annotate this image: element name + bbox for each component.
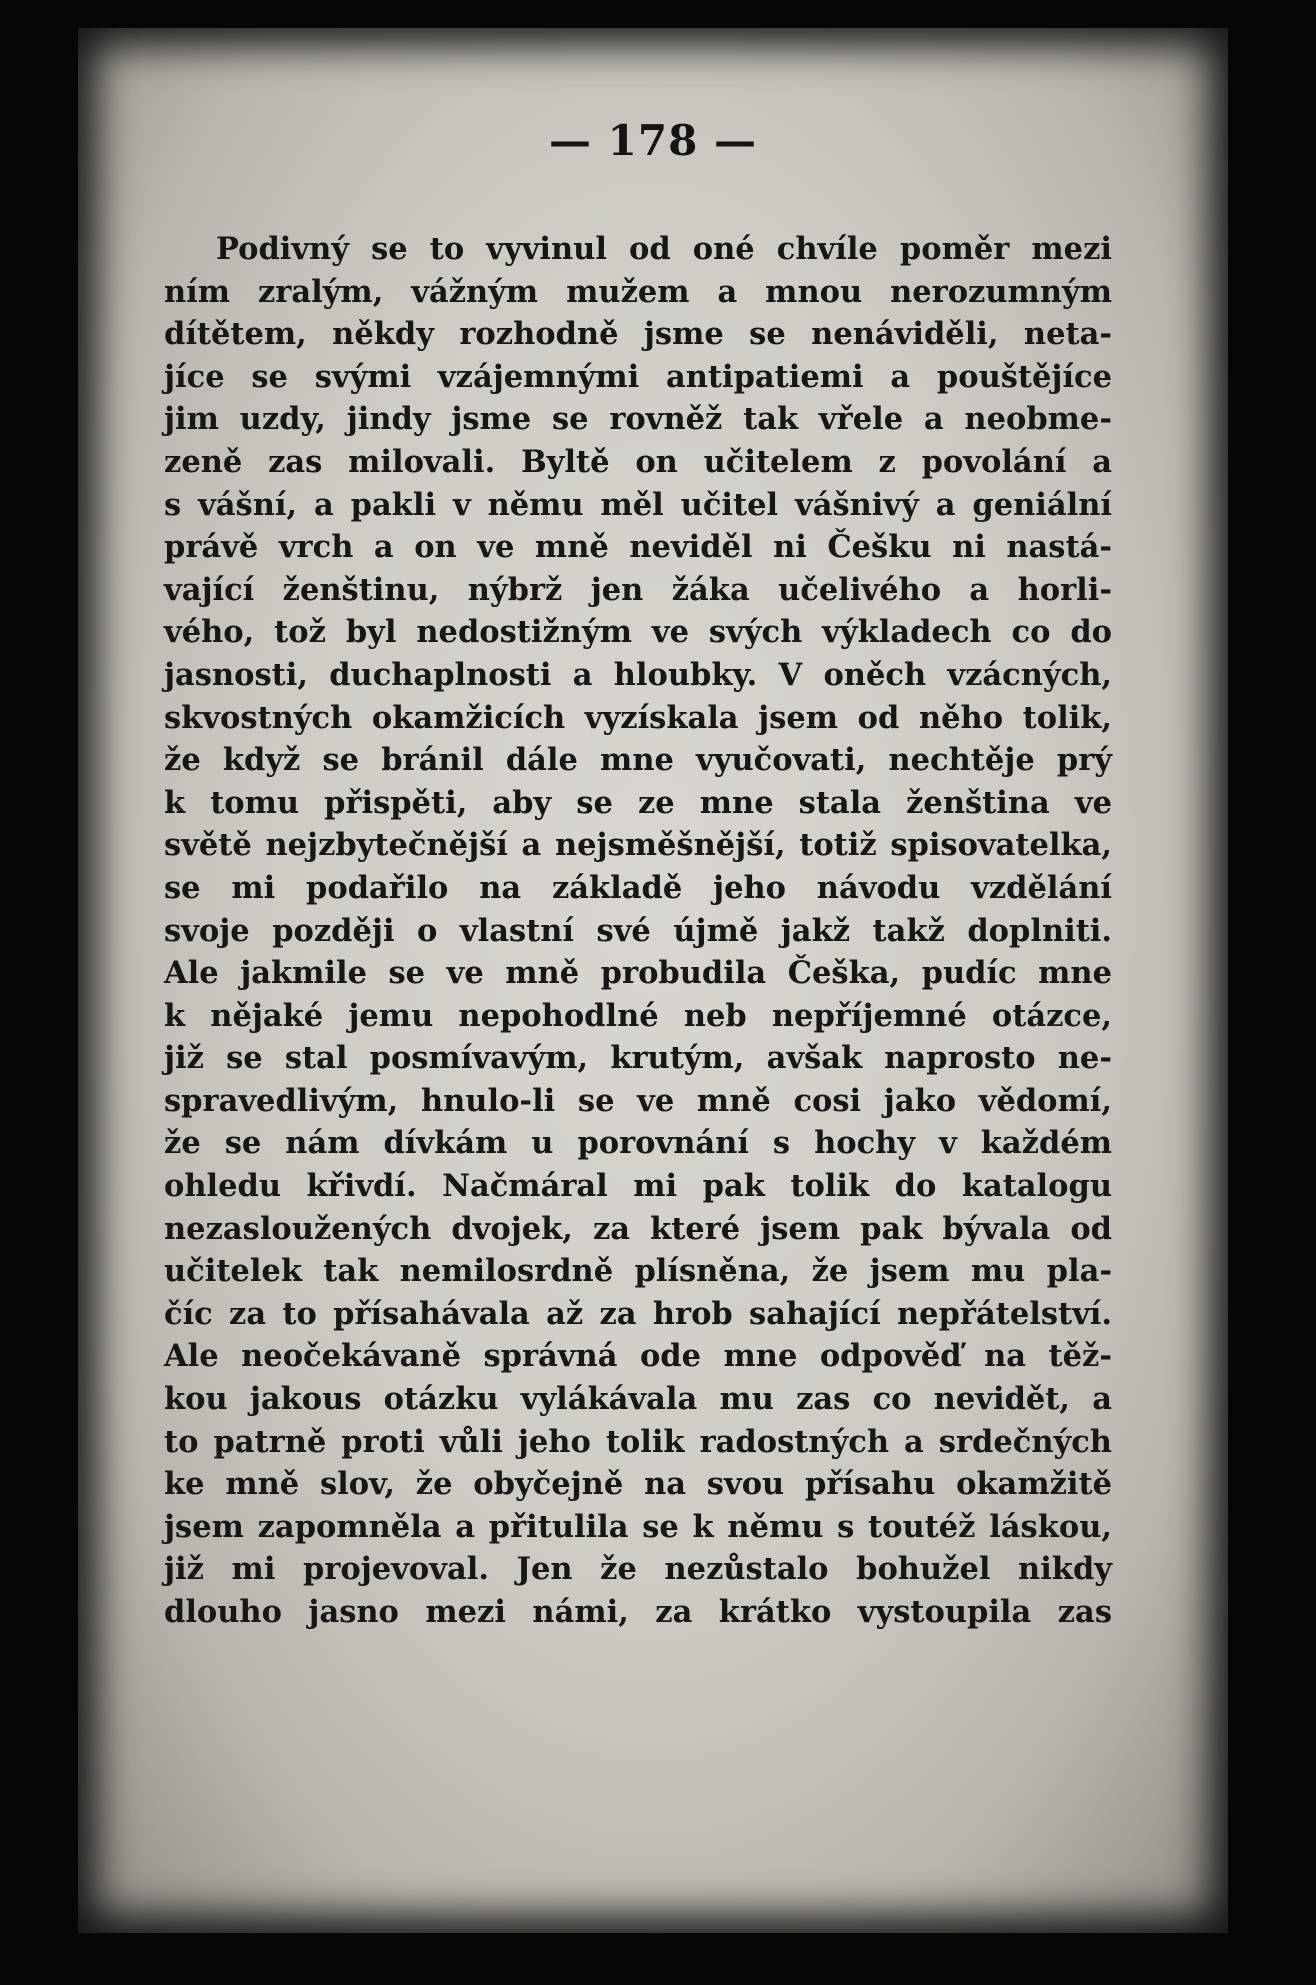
text-line: ke mně slov, že obyčejně na svou přísahu okamžitě [164,1466,1112,1503]
text-line: skvostných okamžicích vyzískala jsem od něho tolik, [164,699,1112,736]
text-line: zeně zas milovali. Byltě on učitelem z povolání a [164,443,1112,480]
text-line: jsem zapomněla a přitulila se k němu s toutéž láskou, [164,1508,1112,1545]
text-line: ním zralým, vážným mužem a mnou nerozumným [164,273,1112,310]
text-line: učitelek tak nemilosrdně plísněna, že jsem mu pla- [164,1253,1112,1290]
page-body-text [164,228,1112,1634]
text-line: že se nám dívkám u porovnání s hochy v každém [164,1125,1112,1162]
text-line: Ale neočekávaně správná ode mne odpověď na těž- [164,1338,1112,1375]
text-line: jasnosti, duchaplnosti a hloubky. V oněch vzácných, [164,656,1112,693]
text-line: světě nejzbytečnější a nejsměšnější, totiž spisovatelka, [164,827,1112,864]
text-line: již mi projevoval. Jen že nezůstalo bohužel nikdy [164,1551,1112,1588]
text-line: jim uzdy, jindy jsme se rovněž tak vřele a neobme- [164,401,1112,438]
text-line: svoje později o vlastní své újmě jakž takž doplniti. [164,912,1112,949]
text-line: ohledu křivdí. Načmáral mi pak tolik do katalogu [164,1168,1112,1205]
text-line: že když se bránil dále mne vyučovati, nechtěje prý [164,742,1112,779]
text-line: dítětem, někdy rozhodně jsme se nenáviděli, neta- [164,316,1112,353]
text-line: již se stal posmívavým, krutým, avšak naprosto ne- [164,1040,1112,1077]
text-line: se mi podařilo na základě jeho návodu vzdělání [164,869,1112,906]
text-line: to patrně proti vůli jeho tolik radostných a srdečných [164,1423,1112,1460]
text-line: nezasloužených dvojek, za které jsem pak bývala od [164,1210,1112,1247]
text-line: číc za to přísahávala až za hrob sahající nepřátelství. [164,1295,1112,1332]
text-line: k tomu přispěti, aby se ze mne stala ženština ve [164,784,1112,821]
text-line: Podivný se to vyvinul od oné chvíle poměr mezi [216,231,1112,267]
text-line: vající ženštinu, nýbrž jen žáka učelivého a horli- [164,571,1112,608]
text-line: s vášní, a pakli v němu měl učitel vášnivý a geniální [164,486,1112,523]
book-page [78,28,1228,1933]
text-line: dlouho jasno mezi námi, za krátko vystoupila zas [164,1594,1112,1630]
text-line: k nějaké jemu nepohodlné neb nepříjemné otázce, [164,997,1112,1034]
text-line: právě vrch a on ve mně neviděl ni Češku ni nastá- [164,529,1112,566]
text-line: jíce se svými vzájemnými antipatiemi a pouštějíce [164,358,1112,395]
text-line: kou jakous otázku vylákávala mu zas co nevidět, a [164,1381,1112,1418]
text-line: spravedlivým, hnulo-li se ve mně cosi jako vědomí, [164,1082,1112,1119]
text-line: Ale jakmile se ve mně probudila Češka, pudíc mne [164,955,1112,992]
page-number: — 178 — [549,116,757,165]
text-line: vého, tož byl nedostižným ve svých výkladech co do [164,614,1112,651]
